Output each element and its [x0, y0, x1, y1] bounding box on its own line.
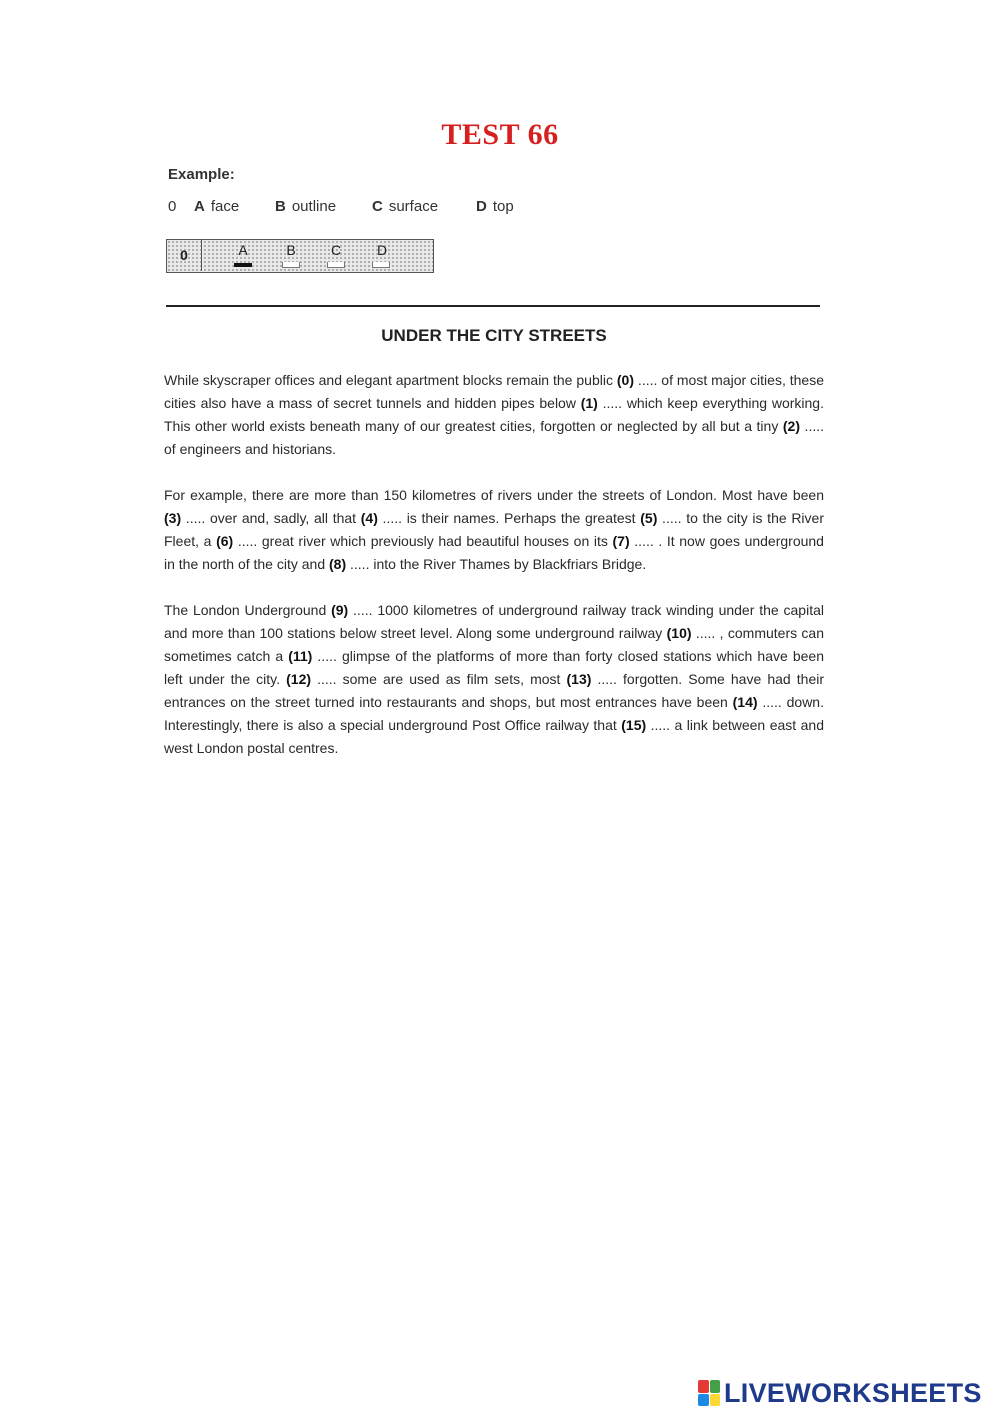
- section-divider: [166, 305, 820, 307]
- paragraph-text: ..... down. Interestingly, there is also a special underground Post Office railway that: [164, 694, 824, 733]
- paragraph-text: ..... over and, sadly, all that: [181, 510, 361, 526]
- gap-number: (11): [288, 648, 313, 664]
- paragraph-text: ..... , commuters can sometimes catch a: [164, 625, 825, 664]
- paragraph-text: ..... which keep everything working. This other world exists beneath many of our greatest cities, forgotten or neglected by all but a tiny: [164, 395, 824, 434]
- gap-number: (3): [164, 510, 182, 526]
- paragraph-text: ..... to the city is the River Fleet, a: [164, 510, 824, 549]
- worksheet-title: TEST 66: [441, 118, 559, 151]
- logo-icon: [698, 1380, 720, 1406]
- paragraph-text: ..... of engineers and historians.: [164, 418, 824, 457]
- paragraph-text: ..... a link between east and west London postal centres.: [164, 717, 824, 756]
- paragraph-text: ..... of most major cities, these cities also have a mass of secret tunnels and hidden pipes below: [164, 372, 825, 411]
- gap-number: (15): [621, 717, 647, 733]
- example-number: 0: [168, 198, 177, 215]
- paragraph-text: ..... glimpse of the platforms of more than forty closed stations which have been left under the city.: [164, 648, 824, 687]
- gap-number: (13): [566, 671, 592, 687]
- gap-number: (2): [782, 418, 800, 434]
- answer-box-number: 0: [167, 240, 202, 271]
- paragraph-text: ..... 1000 kilometres of underground railway track winding under the capital and more than 100 stations below street level. Along some underground railway: [164, 602, 824, 641]
- gap-number: (9): [331, 602, 349, 618]
- option-c: C surface: [372, 198, 439, 215]
- paragraph-3: [164, 599, 824, 760]
- logo-brand-text: LIVEWORKSHEETS: [724, 1377, 982, 1408]
- paragraph-1: [164, 369, 824, 461]
- gap-number: (0): [616, 372, 635, 388]
- gap-number: (7): [612, 533, 630, 549]
- gap-number: (5): [640, 510, 658, 526]
- gap-number: (4): [360, 510, 378, 526]
- answer-letter-d: D: [376, 242, 388, 258]
- gap-number: (6): [216, 533, 234, 549]
- paragraph-text: ..... great river which previously had beautiful houses on its: [233, 533, 613, 549]
- answer-mark-a-filled: [234, 263, 252, 267]
- answer-mark-d: [372, 262, 390, 268]
- option-a: A face: [194, 198, 240, 215]
- gap-number: (12): [286, 671, 312, 687]
- paragraph-text: The London Underground: [164, 602, 332, 618]
- paragraph-text: While skyscraper offices and elegant apartment blocks remain the public: [164, 372, 617, 388]
- gap-number: (10): [666, 625, 692, 641]
- paragraph-text: For example, there are more than 150 kilometres of rivers under the streets of London. Most have been: [164, 487, 824, 503]
- gap-number: (14): [732, 694, 758, 710]
- example-label: Example:: [168, 166, 235, 183]
- liveworksheets-logo: [698, 1378, 982, 1408]
- text-heading: UNDER THE CITY STREETS: [381, 326, 607, 345]
- paragraph-text: ..... . It now goes underground in the north of the city and: [164, 533, 824, 572]
- example-answer-box: [166, 239, 434, 273]
- paragraph-text: ..... into the River Thames by Blackfriars Bridge.: [346, 556, 647, 572]
- answer-letter-a: A: [238, 242, 248, 258]
- answer-letter-c: C: [330, 242, 342, 258]
- paragraph-text: ..... forgotten. Some have had their entrances on the street turned into restaurants and shops, but most entrances have been: [164, 671, 825, 710]
- answer-mark-c: [327, 262, 345, 268]
- paragraph-text: ..... some are used as film sets, most: [311, 671, 567, 687]
- paragraph-text: ..... is their names. Perhaps the greatest: [377, 510, 641, 526]
- option-b: B outline: [275, 198, 337, 215]
- answer-letter-b: B: [286, 242, 296, 258]
- answer-mark-b: [282, 262, 300, 268]
- gap-number: (8): [329, 556, 347, 572]
- gap-number: (1): [580, 395, 598, 411]
- paragraph-2: [164, 484, 824, 576]
- option-d: D top: [476, 198, 514, 215]
